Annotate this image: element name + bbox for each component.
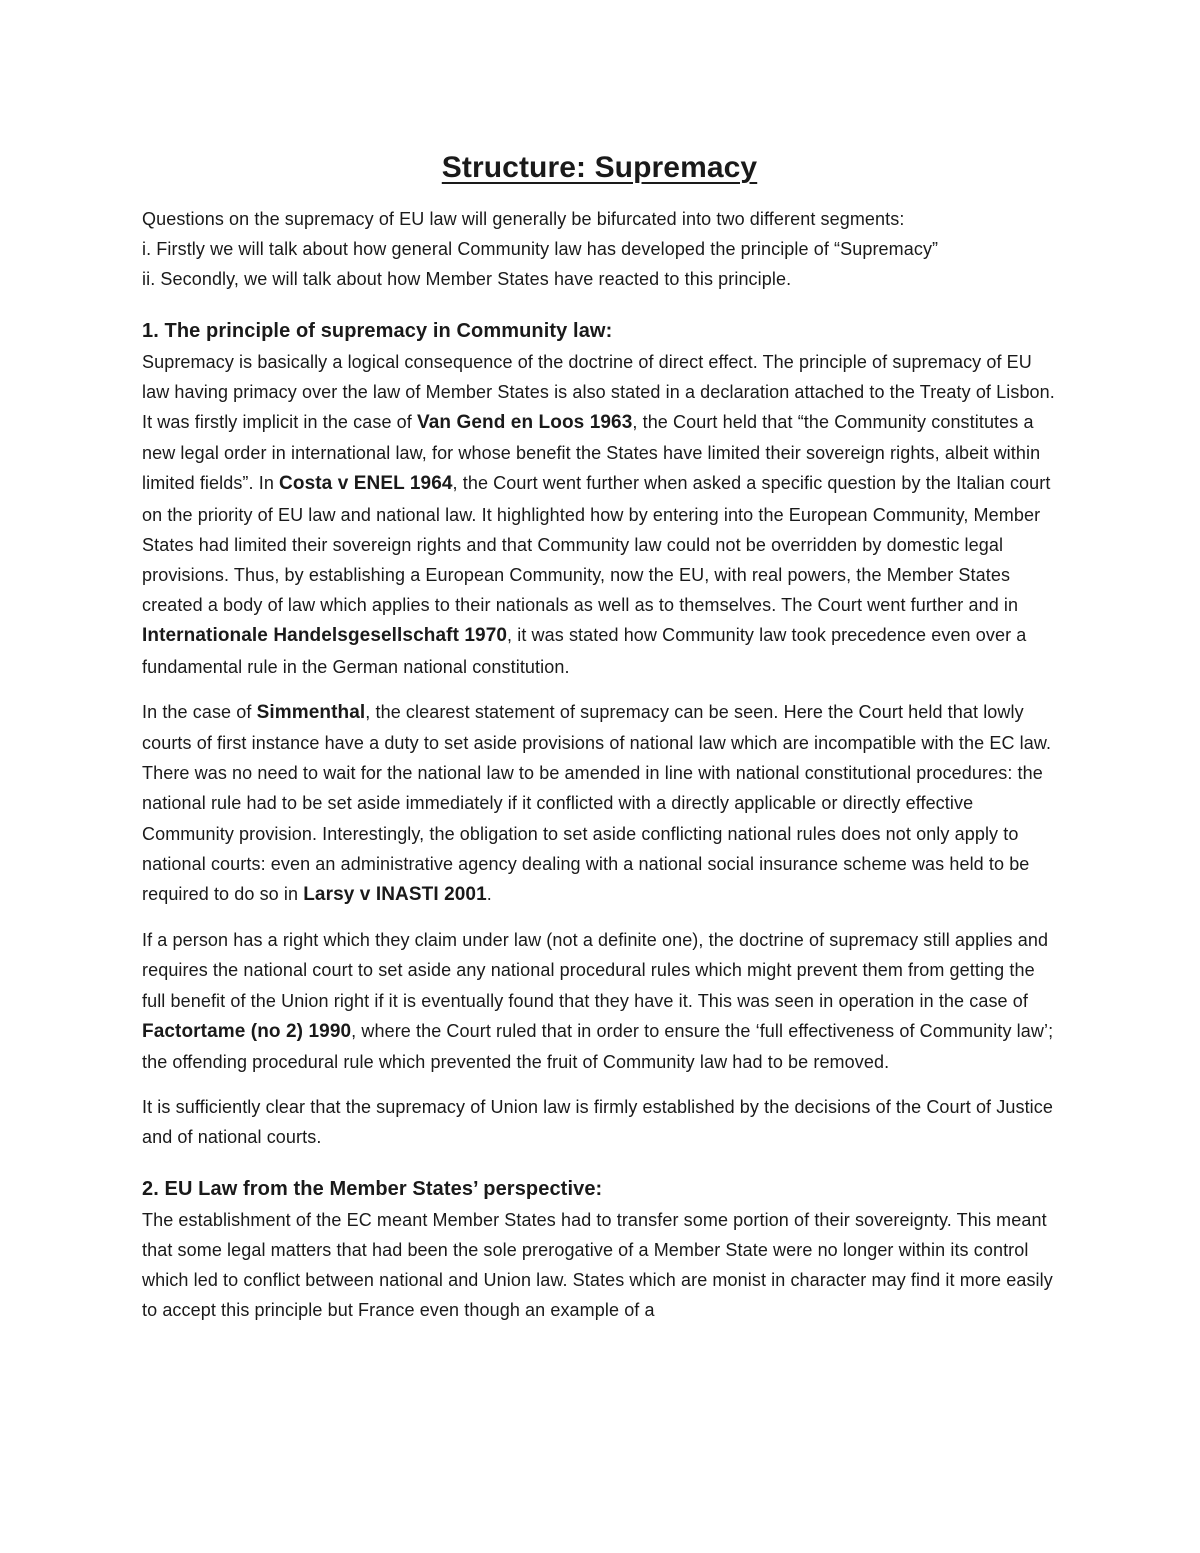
case-name: Simmenthal: [256, 701, 366, 723]
intro-paragraph: [142, 204, 1057, 295]
section-2-heading: 2. EU Law from the Member States’ perspective:: [142, 1177, 603, 1200]
section-1-paragraph-4: It is sufficiently clear that the supremacy of Union law is firmly established by the decisions of the Court of Justice and of national courts.: [142, 1097, 1053, 1148]
text-run: , it was stated how Community law took precedence even over a fundamental rule in the German national constitution.: [142, 625, 1027, 677]
intro-item-2: ii. Secondly, we will talk about how Member States have reacted to this principle.: [142, 269, 792, 290]
section-2-paragraph-1: The establishment of the EC meant Member States had to transfer some portion of their sovereignty. This meant that some legal matters that had been the sole prerogative of a Member State were no longer within its control which led to conflict between national and Union law. States which are monist in character may find it more easily to accept this principle but France even though an example of a: [142, 1209, 1053, 1321]
text-run: , the Court went further when asked a specific question by the Italian court on the priority of EU law and national law. It highlighted how by entering into the European Community, Member States had limited their sovereign rights and that Community law could not be overridden by domestic legal provisions. Thus, by establishing a European Community, now the EU, with real powers, the Member States created a body of law which applies to their nationals as well as to themselves. The Court went further and in: [142, 473, 1051, 616]
text-run: .: [486, 884, 492, 905]
text-run: Supremacy is basically a logical consequence of the doctrine of direct effect. The principle of supremacy of EU law having primacy over the law of Member States is also stated in a declaration attached to the Treaty of Lisbon. It was firstly implicit in the case of: [142, 351, 1055, 433]
intro-line: Questions on the supremacy of EU law will generally be bifurcated into two different segments:: [142, 209, 905, 229]
document-body: [142, 140, 1057, 1341]
text-run: , the Court held that “the Community constitutes a new legal order in international law, for whose benefit the States have limited their sovereign rights, albeit within limited fields”. In: [142, 412, 1041, 494]
section-1-paragraph-3: [142, 925, 1057, 1077]
case-name: Van Gend en Loos 1963: [416, 412, 633, 434]
case-name: Internationale Handelsgesellschaft 1970: [142, 625, 508, 647]
section-1-paragraph-1: [142, 347, 1057, 682]
text-run: , the clearest statement of supremacy can be seen. Here the Court held that lowly courts of first instance have a duty to set aside provisions of national law which are incompatible with the EC law. There was no need to wait for the national law to be amended in line with national constitutional procedures: the national rule had to be set aside immediately if it conflicted with a directly applicable or directly effective Community provision. Interestingly, the obligation to set aside conflicting national rules does not only apply to national courts: even an administrative agency dealing with a national social insurance scheme was held to be required to do so in: [142, 701, 1052, 905]
intro-item-1: i. Firstly we will talk about how general Community law has developed the principle of “Supremacy”: [142, 239, 939, 260]
case-name: Costa v ENEL 1964: [279, 473, 453, 495]
page-title: Structure: Supremacy: [441, 151, 758, 184]
text-run: If a person has a right which they claim under law (not a definite one), the doctrine of supremacy still applies and requires the national court to set aside any national procedural rules which might prevent them from getting the full benefit of the Union right if it is eventually found that they have it. This was seen in operation in the case of: [142, 930, 1049, 1011]
case-name: Factortame (no 2) 1990: [142, 1020, 352, 1042]
case-name: Larsy v INASTI 2001: [303, 884, 487, 906]
text-run: , where the Court ruled that in order to ensure the ‘full effectiveness of Community law’; the offending procedural rule which prevented the fruit of Community law had to be removed.: [142, 1020, 1054, 1073]
text-run: In the case of: [142, 701, 257, 722]
section-1-heading: 1. The principle of supremacy in Community law:: [142, 319, 613, 342]
section-1-paragraph-2: [142, 697, 1057, 910]
